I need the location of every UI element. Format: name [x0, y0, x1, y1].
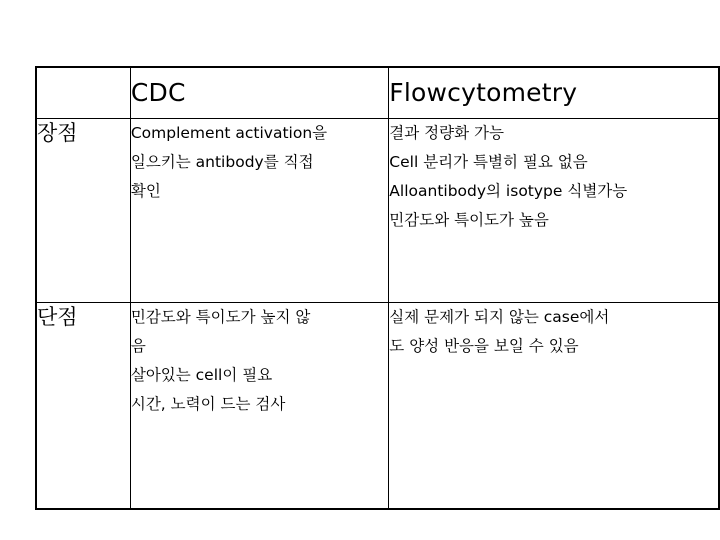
text-line: Cell 분리가 특별히 필요 없음 — [389, 153, 588, 171]
column-header-flowcytometry: Flowcytometry — [389, 67, 719, 119]
text-line: 도 양성 반응을 보일 수 있음 — [389, 337, 579, 355]
row-header-cons: 단점 — [36, 303, 130, 509]
text-line: 살아있는 cell이 필요 — [130, 366, 273, 384]
text-line: 민감도와 특이도가 높음 — [389, 211, 549, 229]
text-line: 결과 정량화 가능 — [389, 124, 504, 142]
comparison-table — [35, 66, 720, 510]
text-line: 음 — [130, 337, 146, 355]
text-line: 시간, 노력이 드는 검사 — [130, 395, 286, 413]
text-line: 일으키는 antibody를 직접 — [130, 153, 314, 171]
cell-cons-cdc — [130, 303, 388, 509]
text-line: 실제 문제가 되지 않는 case에서 — [389, 308, 610, 326]
cell-pros-flow — [389, 119, 719, 303]
row-header-pros: 장점 — [36, 119, 130, 303]
text-line: 확인 — [130, 182, 161, 200]
corner-cell — [36, 67, 130, 119]
table-row-pros — [36, 119, 719, 303]
text-line: 민감도와 특이도가 높지 않 — [130, 308, 311, 326]
cell-cons-flow — [389, 303, 719, 509]
text-line: Alloantibody의 isotype 식별가능 — [389, 182, 628, 200]
header-row — [36, 67, 719, 119]
column-header-cdc: CDC — [130, 67, 388, 119]
table-row-cons — [36, 303, 719, 509]
cell-pros-cdc — [130, 119, 388, 303]
text-line: Complement activation을 — [130, 124, 328, 142]
